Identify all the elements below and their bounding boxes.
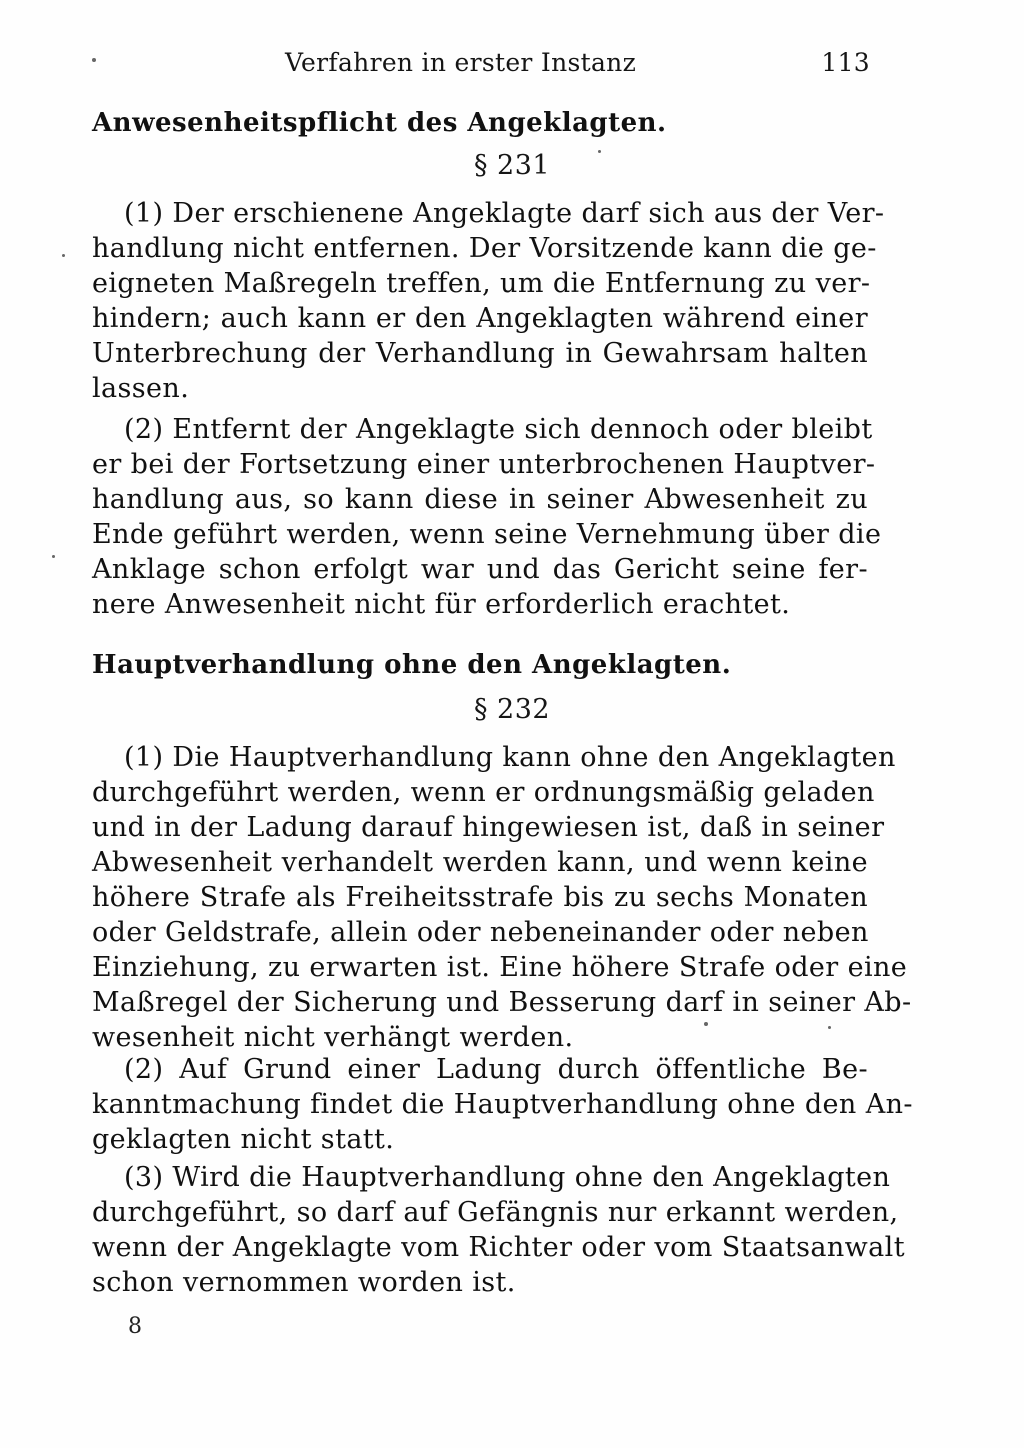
paragraph bbox=[92, 740, 912, 1055]
paragraph bbox=[92, 196, 885, 406]
text-line: (2) Entfernt der Angeklagte sich dennoch oder bleibt bbox=[124, 414, 873, 445]
paragraph bbox=[92, 1052, 913, 1157]
text-line: (2) Auf Grund einer Ladung durch öffentliche Be- bbox=[124, 1054, 868, 1085]
paragraph-mark: § 232 bbox=[473, 694, 551, 725]
text-line: wenn der Angeklagte vom Richter oder vom Staatsanwalt bbox=[92, 1232, 905, 1263]
text-line: handlung aus, so kann diese in seiner Abwesenheit zu bbox=[92, 484, 868, 515]
paragraph bbox=[92, 412, 882, 622]
scan-speck bbox=[828, 1026, 831, 1029]
scan-speck bbox=[598, 150, 601, 153]
signature-mark: 8 bbox=[128, 1314, 142, 1339]
text-line: Abwesenheit verhandelt werden kann, und wenn keine bbox=[92, 847, 868, 878]
text-line: schon vernommen worden ist. bbox=[92, 1267, 516, 1298]
text-line: höhere Strafe als Freiheitsstrafe bis zu sechs Monaten bbox=[92, 882, 868, 913]
text-line: geklagten nicht statt. bbox=[92, 1124, 395, 1155]
text-line: und in der Ladung darauf hingewiesen ist, daß in seiner bbox=[92, 812, 885, 843]
text-line: handlung nicht entfernen. Der Vorsitzende kann die ge- bbox=[92, 233, 877, 264]
text-line: hindern; auch kann er den Angeklagten während einer bbox=[92, 303, 868, 334]
text-line: nere Anwesenheit nicht für erforderlich erachtet. bbox=[92, 589, 791, 620]
text-line: durchgeführt, so darf auf Gefängnis nur erkannt werden, bbox=[92, 1197, 899, 1228]
paragraph bbox=[92, 1160, 905, 1300]
running-head-title: Verfahren in erster Instanz bbox=[285, 48, 637, 77]
text-line: wesenheit nicht verhängt werden. bbox=[92, 1022, 574, 1053]
scan-speck bbox=[62, 254, 65, 257]
scan-speck bbox=[52, 555, 55, 558]
text-line: Ende geführt werden, wenn seine Vernehmung über die bbox=[92, 519, 882, 550]
running-head bbox=[90, 48, 870, 84]
text-line: er bei der Fortsetzung einer unterbrochenen Hauptver- bbox=[92, 449, 876, 480]
text-line: lassen. bbox=[92, 373, 190, 404]
text-line: Anklage schon erfolgt war und das Gericht seine fer- bbox=[92, 554, 868, 585]
section-heading: Anwesenheitspflicht des Angeklagten. bbox=[92, 108, 667, 138]
page-number: 113 bbox=[821, 48, 870, 77]
text-line: (1) Der erschienene Angeklagte darf sich aus der Ver- bbox=[124, 198, 885, 229]
section-heading: Hauptverhandlung ohne den Angeklagten. bbox=[92, 650, 732, 680]
text-line: oder Geldstrafe, allein oder nebeneinander oder neben bbox=[92, 917, 869, 948]
scan-speck bbox=[92, 58, 96, 62]
paragraph-mark: § 231 bbox=[473, 150, 551, 181]
text-line: kanntmachung findet die Hauptverhandlung ohne den An- bbox=[92, 1089, 913, 1120]
text-line: durchgeführt werden, wenn er ordnungsmäßig geladen bbox=[92, 777, 875, 808]
scan-speck bbox=[704, 1022, 708, 1026]
text-line: Einziehung, zu erwarten ist. Eine höhere Strafe oder eine bbox=[92, 952, 908, 983]
text-line: (3) Wird die Hauptverhandlung ohne den Angeklagten bbox=[124, 1162, 891, 1193]
text-line: Unterbrechung der Verhandlung in Gewahrsam halten bbox=[92, 338, 868, 369]
text-line: Maßregel der Sicherung und Besserung darf in seiner Ab- bbox=[92, 987, 912, 1018]
text-line: eigneten Maßregeln treffen, um die Entfernung zu ver- bbox=[92, 268, 871, 299]
text-line: (1) Die Hauptverhandlung kann ohne den Angeklagten bbox=[124, 742, 896, 773]
